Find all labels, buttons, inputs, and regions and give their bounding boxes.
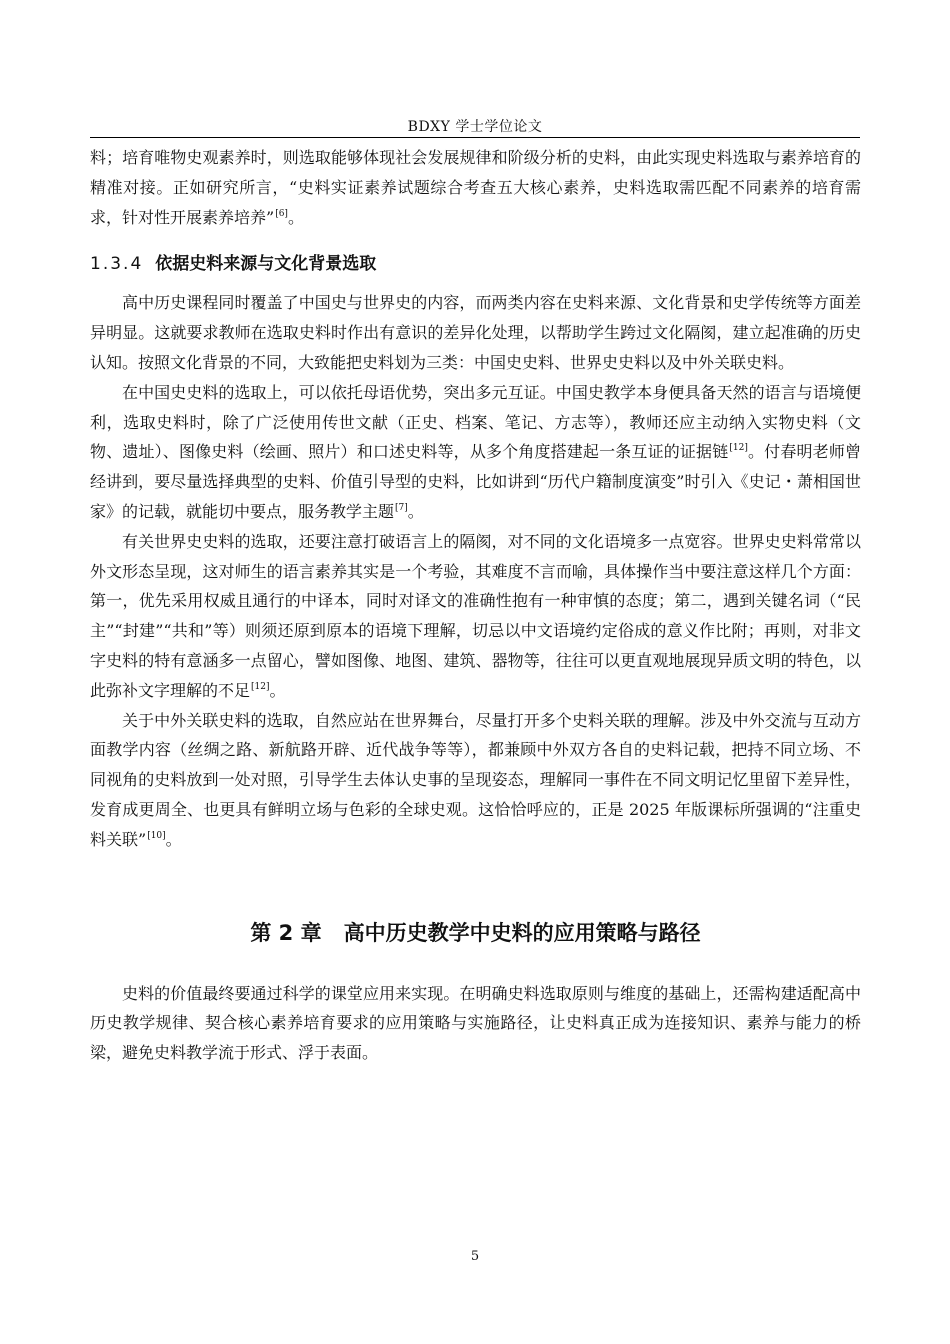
citation-ref: [10]	[147, 830, 166, 841]
paragraph-world-history	[90, 527, 861, 706]
citation-ref: [12]	[729, 443, 748, 454]
paragraph-text: 在中国史史料的选取上，可以依托母语优势，突出多元互证。中国史教学本身便具备天然的语言与语境便利，选取史料时，除了广泛使用传世文献（正史、档案、笔记、方志等），教师还应主动纳入实物史料（文物、遗址）、图像史料（绘画、照片）和口述史料等，从多个角度搭建起一条互证的证据链	[90, 382, 861, 462]
paragraph-intro	[90, 288, 861, 377]
paragraph-end: 。	[287, 207, 304, 227]
paragraph-text: 史料的价值最终要通过科学的课堂应用来实现。在明确史料选取原则与维度的基础上，还需构建适配高中历史教学规律、契合核心素养培育要求的应用策略与实施路径，让史料真正成为连接知识、素养与能力的桥梁，避免史料教学流于形式、浮于表面。	[90, 983, 861, 1063]
section-number: 1.3.4	[90, 254, 144, 275]
page-number: 5	[470, 1249, 480, 1264]
section-title: 依据史料来源与文化背景选取	[155, 254, 377, 275]
chapter-title: 高中历史教学中史料的应用策略与路径	[343, 920, 701, 945]
paragraph-sino-foreign	[90, 706, 861, 855]
running-header: BDXY 学士学位论文	[407, 119, 543, 135]
citation-ref: [7]	[395, 502, 408, 513]
paragraph-text: 关于中外关联史料的选取，自然应站在世界舞台，尽量打开多个史料关联的理解。涉及中外交流与互动方面教学内容（丝绸之路、新航路开辟、近代战争等等），都兼顾中外双方各自的史料记载，把持不同立场、不同视角的史料放到一处对照，引导学生去体认史事的呈现姿态，理解同一事件在不同文明记忆里留下差异性，发育成更周全、也更具有鲜明立场与色彩的全球史观。这恰恰呼应的，正是 2025 年版课标所强调的“注重史料关联”	[90, 710, 861, 849]
paragraph-end: 。	[269, 680, 286, 700]
paragraph-text: 料；培育唯物史观素养时，则选取能够体现社会发展规律和阶级分析的史料，由此实现史料选取与素养培育的精准对接。正如研究所言，“史料实证素养试题综合考查五大核心素养，史料选取需匹配不同素养的培育需求，针对性开展素养培养”	[90, 148, 861, 227]
paragraph-end: 。	[165, 829, 182, 849]
paragraph-chapter-intro	[90, 979, 861, 1068]
paragraph-continued	[90, 143, 861, 232]
header-rule	[90, 137, 860, 138]
citation-ref: [6]	[275, 208, 288, 219]
paragraph-chinese-history	[90, 378, 861, 527]
paragraph-text: 高中历史课程同时覆盖了中国史与世界史的内容，而两类内容在史料来源、文化背景和史学传统等方面差异明显。这就要求教师在选取史料时作出有意识的差异化处理，以帮助学生跨过文化隔阂，建立起准确的历史认知。按照文化背景的不同，大致能把史料划为三类：中国史史料、世界史史料以及中外关联史料。	[90, 293, 861, 372]
section-heading	[90, 232, 861, 288]
chapter-number: 第 2 章	[250, 920, 322, 945]
paragraph-end: 。	[407, 501, 424, 521]
paragraph-text: 有关世界史史料的选取，还要注意打破语言上的隔阂，对不同的文化语境多一点宽容。世界史史料常常以外文形态呈现，这对师生的语言素养其实是一个考验，其难度不言而喻，具体操作当中要注意这样几个方面：第一，优先采用权威且通行的中译本，同时对译文的准确性抱有一种审慎的态度；第二，遇到关键名词（“民主”“封建”“共和”等）则须还原到原本的语境下理解，切忌以中文语境约定俗成的意义作比附；再则，对非文字史料的特有意涵多一点留心，譬如图像、地图、建筑、器物等，往往可以更直观地展现异质文明的特色，以此弥补文字理解的不足	[90, 531, 861, 700]
paragraph-text: 。付春明老师曾经讲到，要尽量选择典型的史料、价值引导型的史料，比如讲到“历代户籍制度演变”时引入《史记・萧相国世家》的记载，就能切中要点，服务教学主题	[90, 442, 861, 521]
page-body	[90, 143, 861, 1068]
chapter-heading	[90, 855, 861, 979]
citation-ref: [12]	[251, 681, 270, 692]
